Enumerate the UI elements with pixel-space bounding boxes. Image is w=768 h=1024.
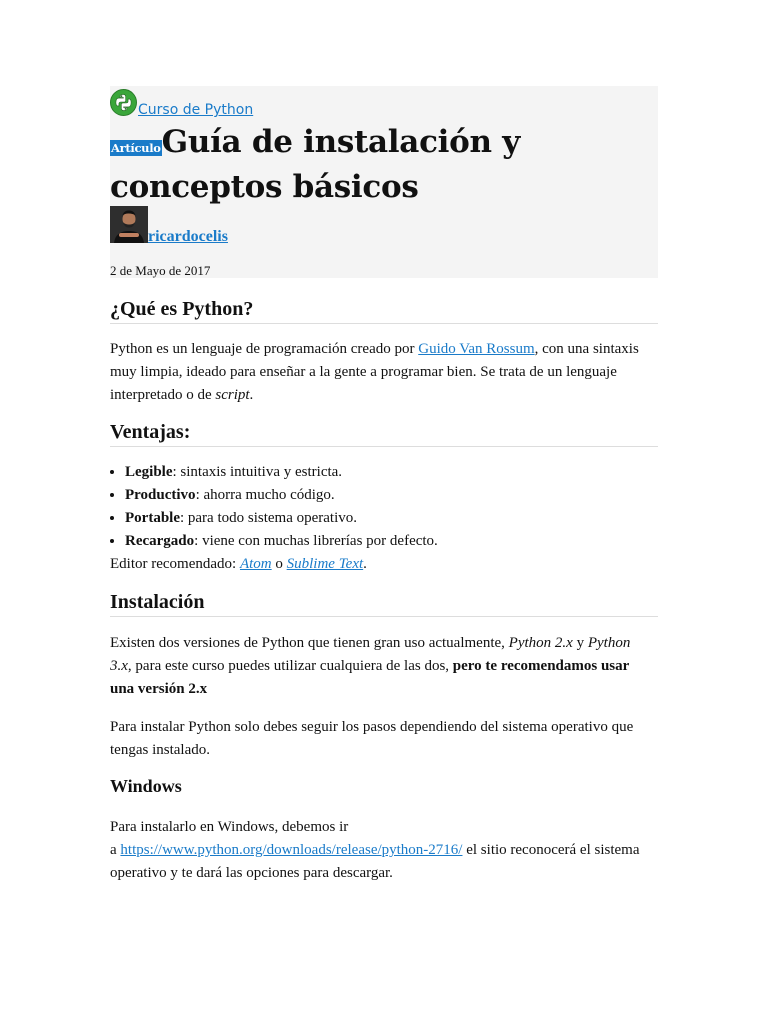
advantages-list bbox=[110, 461, 658, 553]
heading-what-is-python: ¿Qué es Python? bbox=[110, 296, 658, 324]
item-bold: Portable bbox=[125, 510, 180, 526]
text: , con una sintaxis bbox=[534, 341, 639, 357]
paragraph-what-is-python bbox=[110, 338, 658, 407]
item-text: : sintaxis intuitiva y estricta. bbox=[172, 464, 343, 480]
item-text: : ahorra mucho código. bbox=[195, 487, 335, 503]
text: o bbox=[271, 556, 287, 572]
text: interpretado o de bbox=[110, 387, 216, 403]
list-item bbox=[125, 484, 658, 507]
text: . bbox=[249, 387, 254, 403]
python-logo-icon[interactable] bbox=[110, 89, 137, 116]
list-item bbox=[125, 530, 658, 553]
item-bold: Recargado bbox=[125, 533, 195, 549]
recommendation-bold: una versión 2.x bbox=[110, 681, 208, 697]
text: . bbox=[363, 556, 367, 572]
article-header bbox=[110, 86, 658, 278]
text: a bbox=[110, 842, 121, 858]
item-text: : para todo sistema operativo. bbox=[179, 510, 358, 526]
script-emphasis: script bbox=[215, 387, 250, 403]
course-link[interactable]: Curso de Python bbox=[138, 102, 254, 118]
text: y bbox=[572, 635, 588, 651]
python3-emphasis: Python bbox=[587, 635, 631, 651]
text: el sitio reconocerá el sistema bbox=[462, 842, 640, 858]
section-what-is-python bbox=[110, 296, 658, 324]
text: tengas instalado. bbox=[110, 742, 210, 758]
paragraph-versions bbox=[110, 632, 658, 701]
editor-recommendation bbox=[110, 553, 658, 576]
python-download-link[interactable]: https://www.python.org/downloads/release/python-2716/ bbox=[120, 842, 463, 858]
title-line-2: conceptos básicos bbox=[110, 169, 419, 205]
list-item bbox=[125, 461, 658, 484]
paragraph-windows bbox=[110, 816, 658, 885]
advantages-list-block bbox=[110, 461, 658, 576]
publish-date: 2 de Mayo de 2017 bbox=[110, 263, 211, 278]
author-avatar[interactable] bbox=[110, 206, 148, 243]
text: Existen dos versiones de Python que tienen gran uso actualmente, bbox=[110, 635, 509, 651]
heading-advantages: Ventajas: bbox=[110, 419, 658, 447]
heading-installation: Instalación bbox=[110, 589, 658, 617]
item-bold: Legible bbox=[125, 464, 173, 480]
recommendation-bold: pero te recomendamos usar bbox=[452, 658, 630, 674]
text: Para instalarlo en Windows, debemos ir bbox=[110, 819, 349, 835]
atom-link[interactable]: Atom bbox=[239, 556, 272, 572]
title-line-1: Guía de instalación y bbox=[161, 124, 520, 160]
text: , para este curso puedes utilizar cualquiera de las dos, bbox=[127, 658, 453, 674]
text: operativo y te dará las opciones para descargar. bbox=[110, 865, 393, 881]
heading-windows: Windows bbox=[110, 776, 182, 796]
title-block bbox=[110, 120, 658, 210]
item-text: : viene con muchas librerías por defecto. bbox=[194, 533, 438, 549]
text: Editor recomendado: bbox=[110, 556, 240, 572]
item-bold: Productivo bbox=[125, 487, 196, 503]
author-row bbox=[110, 206, 228, 243]
sublime-link[interactable]: Sublime Text bbox=[286, 556, 364, 572]
course-row bbox=[110, 86, 253, 116]
guido-link[interactable]: Guido Van Rossum bbox=[418, 341, 535, 357]
section-installation bbox=[110, 589, 658, 617]
article-badge: Artículo bbox=[111, 141, 161, 155]
text: Python es un lenguaje de programación creado por bbox=[110, 341, 419, 357]
python2-emphasis: Python 2.x bbox=[508, 635, 573, 651]
list-item bbox=[125, 507, 658, 530]
text: muy limpia, ideado para enseñar a la gente a programar bien. Se trata de un lenguaje bbox=[110, 364, 617, 380]
section-windows bbox=[110, 774, 658, 798]
article-title bbox=[110, 120, 658, 210]
python3-emphasis: 3.x bbox=[110, 658, 128, 674]
section-advantages bbox=[110, 419, 658, 447]
paragraph-install-steps bbox=[110, 716, 658, 762]
author-link[interactable]: ricardocelis bbox=[148, 228, 228, 245]
article bbox=[110, 86, 658, 881]
text: Para instalar Python solo debes seguir los pasos dependiendo del sistema operativo que bbox=[110, 719, 634, 735]
